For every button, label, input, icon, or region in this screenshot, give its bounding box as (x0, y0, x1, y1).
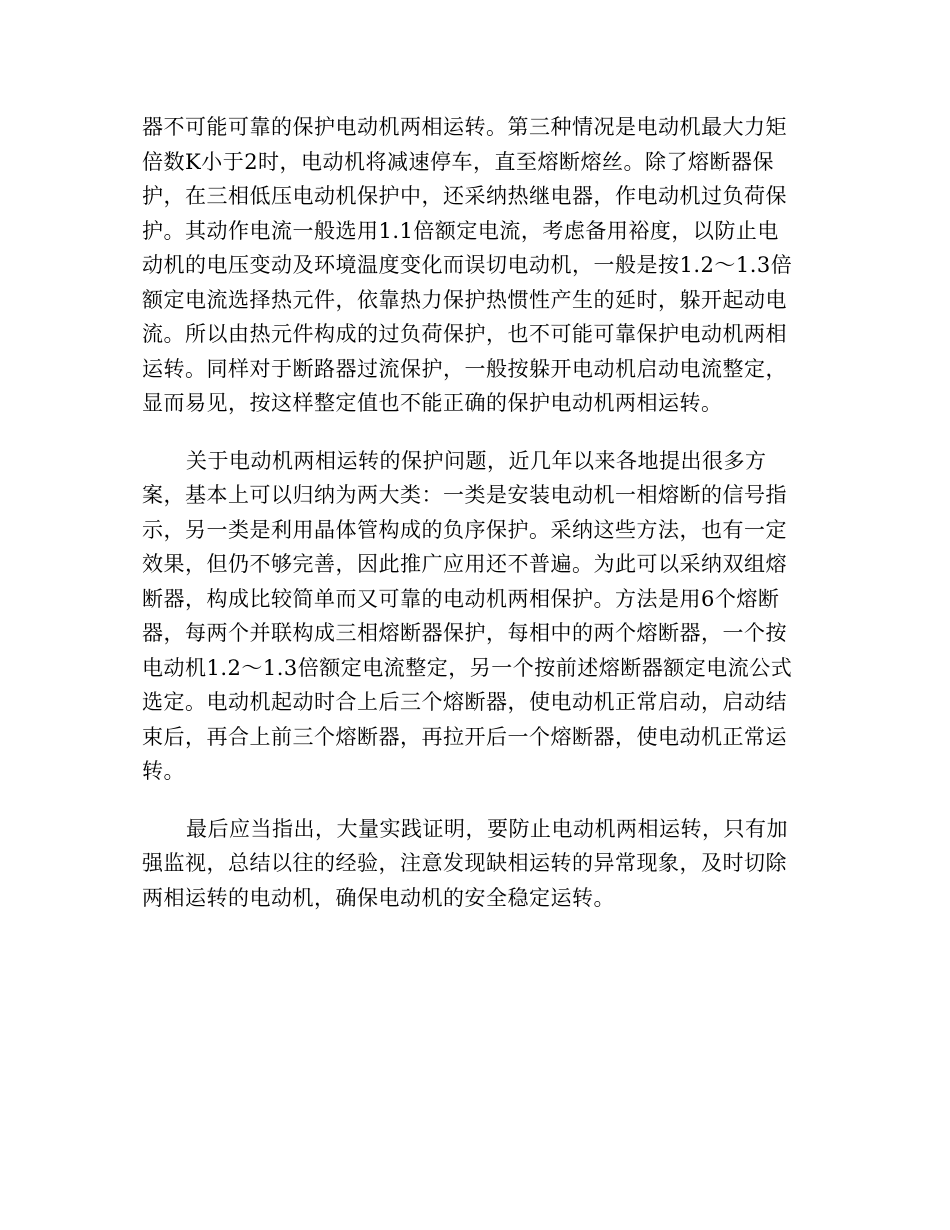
paragraph-line: 两相运转的电动机，确保电动机的安全稳定运转。 (142, 885, 615, 910)
document-body (142, 110, 807, 915)
paragraph-3 (142, 812, 807, 916)
paragraph-line: 显而易见，按这样整定值也不能正确的保护电动机两相运转。 (142, 391, 723, 415)
paragraph-line: 器不可能可靠的保护电动机两相运转。第三种情况是电动机最大力矩 (142, 115, 787, 139)
paragraph-line: 动机的电压变动及环境温度变化而误切电动机，一般是按1.2～1.3倍 (142, 253, 793, 277)
paragraph-line: 选定。电动机起动时合上后三个熔断器，使电动机正常启动，启动结 (142, 690, 787, 714)
paragraph-line: 强监视，总结以往的经验，注意发现缺相运转的异常现象，及时切除 (142, 851, 787, 875)
paragraph-1 (142, 110, 807, 421)
paragraph-line: 案，基本上可以归纳为两大类：一类是安装电动机一相熔断的信号指 (142, 483, 787, 507)
paragraph-line: 转。 (142, 759, 185, 783)
paragraph-line: 器，每两个并联构成三相熔断器保护，每相中的两个熔断器，一个按 (142, 621, 787, 645)
paragraph-line: 最后应当指出，大量实践证明，要防止电动机两相运转，只有加 (186, 816, 788, 841)
paragraph-line: 流。所以由热元件构成的过负荷保护，也不可能可靠保护电动机两相 (142, 322, 787, 346)
paragraph-2 (142, 444, 807, 789)
paragraph-line: 关于电动机两相运转的保护问题，近几年以来各地提出很多方 (186, 448, 767, 473)
paragraph-line: 倍数K小于2时，电动机将减速停车，直至熔断熔丝。除了熔断器保 (142, 149, 775, 174)
paragraph-line: 效果，但仍不够完善，因此推广应用还不普遍。为此可以采纳双组熔 (142, 552, 787, 576)
paragraph-line: 护。其动作电流一般选用1.1倍额定电流，考虑备用裕度，以防止电 (142, 218, 779, 243)
paragraph-line: 断器，构成比较简单而又可靠的电动机两相保护。方法是用6个熔断 (142, 586, 780, 611)
paragraph-line: 电动机1.2～1.3倍额定电流整定，另一个按前述熔断器额定电流公式 (142, 655, 793, 680)
paragraph-line: 护，在三相低压电动机保护中，还采纳热继电器，作电动机过负荷保 (142, 184, 787, 208)
paragraph-line: 额定电流选择热元件，依靠热力保护热惯性产生的延时，躲开起动电 (142, 287, 787, 312)
paragraph-line: 示，另一类是利用晶体管构成的负序保护。采纳这些方法，也有一定 (142, 517, 787, 542)
paragraph-line: 运转。同样对于断路器过流保护，一般按躲开电动机启动电流整定， (142, 356, 787, 381)
paragraph-line: 束后，再合上前三个熔断器，再拉开后一个熔断器，使电动机正常运 (142, 724, 787, 749)
